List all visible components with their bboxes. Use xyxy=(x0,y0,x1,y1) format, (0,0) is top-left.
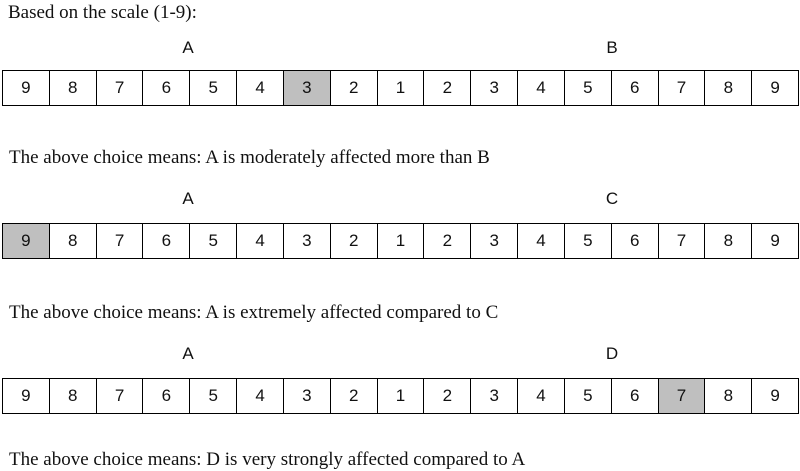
scale-cell[interactable]: 2 xyxy=(331,379,378,413)
example-1-scale xyxy=(2,70,799,106)
scale-cell[interactable]: 4 xyxy=(237,224,284,258)
scale-cell[interactable]: 7 xyxy=(659,224,706,258)
scale-cell[interactable]: 5 xyxy=(190,379,237,413)
scale-cell[interactable]: 6 xyxy=(143,71,190,105)
scale-cell[interactable]: 7 xyxy=(659,71,706,105)
scale-cell[interactable]: 6 xyxy=(612,71,659,105)
scale-cell[interactable]: 3 xyxy=(471,71,518,105)
scale-cell[interactable]: 6 xyxy=(143,379,190,413)
scale-cell[interactable]: 9 xyxy=(3,379,50,413)
scale-cell[interactable]: 9 xyxy=(752,379,798,413)
scale-cell[interactable]: 8 xyxy=(50,379,97,413)
scale-cell[interactable]: 4 xyxy=(237,379,284,413)
scale-cell[interactable]: 2 xyxy=(331,71,378,105)
scale-cell[interactable]: 8 xyxy=(705,379,752,413)
example-3-caption: The above choice means: D is very strongly affected compared to A xyxy=(9,449,526,470)
scale-cell[interactable]: 3 xyxy=(471,379,518,413)
scale-cell[interactable]: 1 xyxy=(378,71,425,105)
scale-cell[interactable]: 5 xyxy=(565,71,612,105)
scale-cell[interactable]: 1 xyxy=(378,224,425,258)
scale-cell[interactable]: 5 xyxy=(190,224,237,258)
scale-cell[interactable]: 7 xyxy=(97,379,144,413)
example-3-left-label: A xyxy=(182,344,194,363)
scale-cell[interactable]: 9 xyxy=(752,224,798,258)
scale-cell[interactable]: 1 xyxy=(378,379,425,413)
scale-cell[interactable]: 2 xyxy=(331,224,378,258)
intro-text: Based on the scale (1-9): xyxy=(8,2,197,23)
scale-cell[interactable]: 3 xyxy=(471,224,518,258)
scale-cell[interactable]: 7 xyxy=(659,379,706,413)
example-1-right-label: B xyxy=(606,38,618,57)
scale-cell[interactable]: 3 xyxy=(284,71,331,105)
scale-cell[interactable]: 6 xyxy=(612,224,659,258)
scale-cell[interactable]: 8 xyxy=(50,71,97,105)
scale-cell[interactable]: 9 xyxy=(3,224,50,258)
scale-cell[interactable]: 7 xyxy=(97,224,144,258)
scale-cell[interactable]: 5 xyxy=(565,379,612,413)
scale-cell[interactable]: 4 xyxy=(237,71,284,105)
scale-cell[interactable]: 3 xyxy=(284,379,331,413)
scale-cell[interactable]: 2 xyxy=(424,224,471,258)
scale-cell[interactable]: 2 xyxy=(424,71,471,105)
example-2-right-label: C xyxy=(605,189,619,208)
scale-cell[interactable]: 6 xyxy=(143,224,190,258)
example-3-right-label: D xyxy=(605,344,619,363)
scale-cell[interactable]: 8 xyxy=(705,224,752,258)
scale-cell[interactable]: 3 xyxy=(284,224,331,258)
scale-cell[interactable]: 4 xyxy=(518,224,565,258)
example-2-scale xyxy=(2,223,799,259)
example-2-caption: The above choice means: A is extremely affected compared to C xyxy=(9,302,499,323)
scale-cell[interactable]: 2 xyxy=(424,379,471,413)
scale-cell[interactable]: 9 xyxy=(3,71,50,105)
scale-cell[interactable]: 4 xyxy=(518,379,565,413)
example-3-scale xyxy=(2,378,799,414)
scale-cell[interactable]: 5 xyxy=(190,71,237,105)
example-1-left-label: A xyxy=(182,38,194,57)
example-2-left-label: A xyxy=(182,189,194,208)
scale-cell[interactable]: 4 xyxy=(518,71,565,105)
scale-cell[interactable]: 5 xyxy=(565,224,612,258)
scale-cell[interactable]: 9 xyxy=(752,71,798,105)
example-1-caption: The above choice means: A is moderately affected more than B xyxy=(9,147,490,168)
scale-cell[interactable]: 7 xyxy=(97,71,144,105)
scale-cell[interactable]: 8 xyxy=(705,71,752,105)
scale-cell[interactable]: 8 xyxy=(50,224,97,258)
scale-cell[interactable]: 6 xyxy=(612,379,659,413)
